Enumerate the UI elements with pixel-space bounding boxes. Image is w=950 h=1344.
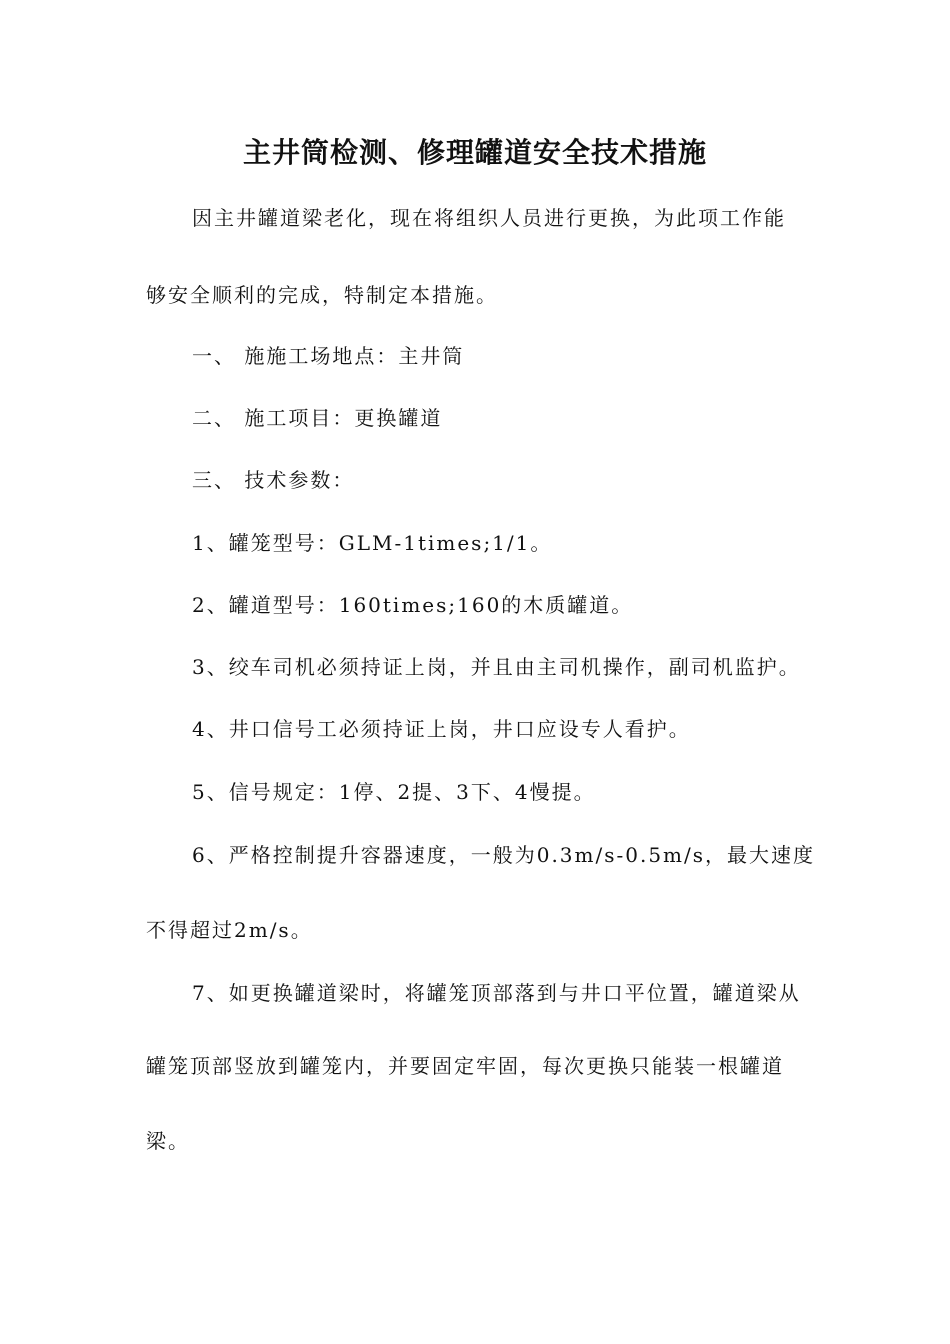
item-4-signal-worker: 4、井口信号工必须持证上岗，井口应设专人看护。 [192,717,691,741]
item-7-replacement-line-1: 7、如更换罐道梁时，将罐笼顶部落到与井口平位置，罐道梁从 [192,981,801,1005]
paragraph-intro-line-1: 因主井罐道梁老化，现在将组织人员进行更换，为此项工作能 [192,206,786,230]
item-5-signal-rules: 5、信号规定：1停、2提、3下、4慢提。 [192,780,596,804]
item-7-replacement-line-3: 梁。 [146,1129,190,1153]
section-project: 二、 施工项目：更换罐道 [192,406,443,430]
item-6-speed-line-1: 6、严格控制提升容器速度，一般为0.3m/s-0.5m/s，最大速度 [192,843,816,867]
section-location: 一、 施施工场地点：主井筒 [192,344,465,368]
paragraph-intro-line-2: 够安全顺利的完成，特制定本措施。 [146,283,498,307]
section-parameters: 三、 技术参数： [192,468,355,492]
item-2-guide-model: 2、罐道型号：160times;160的木质罐道。 [192,593,634,617]
item-1-cage-model: 1、罐笼型号：GLM-1times;1/1。 [192,531,553,555]
item-7-replacement-line-2: 罐笼顶部竖放到罐笼内，并要固定牢固，每次更换只能装一根罐道 [146,1054,784,1078]
item-6-speed-line-2: 不得超过2m/s。 [146,918,313,942]
document-title: 主井筒检测、修理罐道安全技术措施 [242,136,707,169]
item-3-winch-driver: 3、绞车司机必须持证上岗，并且由主司机操作，副司机监护。 [192,655,801,679]
